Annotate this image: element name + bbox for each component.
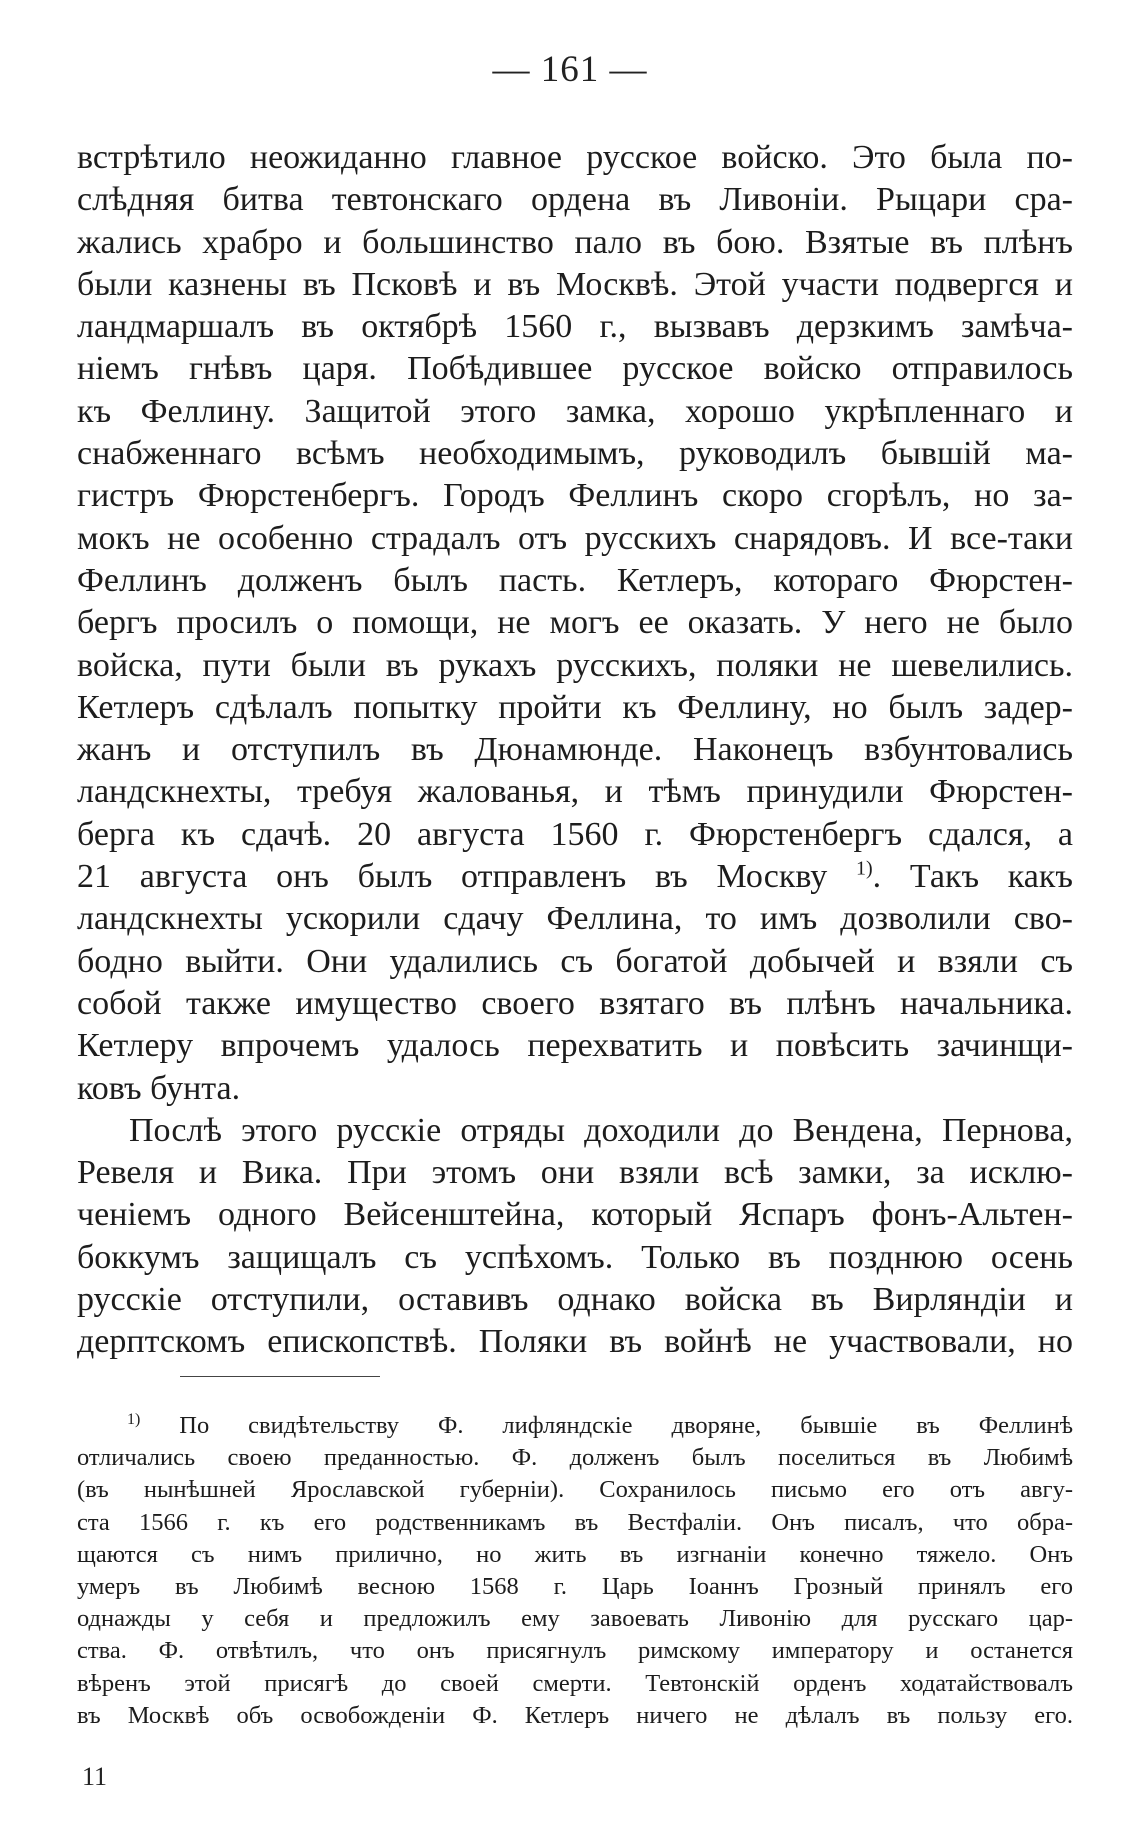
footnote-line: (въ нынѣшней Ярославской губерніи). Сохранилось письмо его отъ авгу-	[77, 1476, 1073, 1504]
footnotes	[77, 1410, 1073, 1732]
text-line: русскіе отступили, оставивъ однако войска въ Вирляндіи и	[77, 1281, 1073, 1319]
main-text	[77, 137, 1073, 1364]
footnote-text: По свидѣтельству Ф. лифляндскіе дворяне, бывшіе въ Феллинѣ	[179, 1412, 1073, 1439]
text-fragment: . Такъ какъ	[872, 858, 1073, 896]
text-line: къ Феллину. Защитой этого замка, хорошо укрѣпленнаго и	[77, 392, 1073, 430]
text-line: встрѣтило неожиданно главное русское войско. Это была по-	[77, 139, 1073, 176]
footnote-line: отличались своею преданностью. Ф. долженъ былъ поселиться въ Любимѣ	[77, 1444, 1073, 1472]
text-line: ландмаршалъ въ октябрѣ 1560 г., вызвавъ дерзкимъ замѣча-	[77, 308, 1073, 346]
text-line: бергъ просилъ о помощи, не могъ ее оказать. У него не было	[77, 604, 1073, 642]
text-line: боккумъ защищалъ съ успѣхомъ. Только въ позднюю осень	[77, 1238, 1073, 1276]
text-line: берга къ сдачѣ. 20 августа 1560 г. Фюрстенбергъ сдался, а	[77, 815, 1073, 853]
text-line: собой также имущество своего взятаго въ плѣнъ начальника.	[77, 984, 1073, 1022]
footnote-line: вѣренъ этой присягѣ до своей смерти. Тевтонскій орденъ ходатайствовалъ	[77, 1669, 1073, 1697]
text-fragment: 21 августа онъ былъ отправленъ въ Москву	[77, 858, 828, 896]
text-line: ландскнехты, требуя жалованья, и тѣмъ принудили Фюрстен-	[77, 773, 1073, 811]
text-line: снабженнаго всѣмъ необходимымъ, руководилъ бывшій ма-	[77, 435, 1073, 473]
text-line: ковъ бунта.	[77, 1069, 241, 1107]
footnote-reference[interactable]: 1)	[856, 857, 873, 880]
paragraph-start-line: Послѣ этого русскіе отряды доходили до Вендена, Пернова,	[129, 1111, 1073, 1149]
text-line: войска, пути были въ рукахъ русскихъ, поляки не шевелились.	[77, 646, 1073, 684]
text-line-with-footnote-ref	[77, 856, 1073, 898]
printer-signature-mark: 11	[82, 1762, 108, 1791]
text-line: бодно выйти. Они удалились съ богатой добычей и взяли съ	[77, 942, 1073, 980]
page-number: — 161 —	[492, 49, 648, 90]
text-line: жанъ и отступилъ въ Дюнамюнде. Наконецъ взбунтовались	[77, 731, 1073, 769]
footnote-divider	[180, 1376, 380, 1377]
text-line: Кетлеру впрочемъ удалось перехватить и повѣсить зачинщи-	[77, 1027, 1073, 1065]
text-line: Феллинъ долженъ былъ пасть. Кетлеръ, котораго Фюрстен-	[77, 561, 1073, 599]
footnote-line: щаются съ нимъ прилично, но жить въ изгнаніи конечно тяжело. Онъ	[77, 1540, 1073, 1568]
footnote-line: ста 1566 г. къ его родственникамъ въ Вестфаліи. Онъ писалъ, что обра-	[77, 1508, 1073, 1536]
footnote-line: однажды у себя и предложилъ ему завоевать Ливонію для русскаго цар-	[77, 1605, 1073, 1633]
text-line: были казнены въ Псковѣ и въ Москвѣ. Этой участи подвергся и	[77, 265, 1073, 303]
text-line: дерптскомъ епископствѣ. Поляки въ войнѣ не участвовали, но	[77, 1323, 1073, 1361]
text-line: Ревеля и Вика. При этомъ они взяли всѣ замки, за исклю-	[77, 1154, 1073, 1192]
footnote-marker: 1)	[127, 1410, 141, 1428]
text-line: жались храбро и большинство пало въ бою. Взятые въ плѣнъ	[77, 223, 1073, 261]
footnote-line: умеръ въ Любимѣ весною 1568 г. Царь Іоаннъ Грозный принялъ его	[77, 1572, 1073, 1600]
text-line: ченіемъ одного Вейсенштейна, который Яспаръ фонъ-Альтен-	[77, 1196, 1073, 1234]
text-line: слѣдняя битва тевтонскаго ордена въ Ливоніи. Рыцари сра-	[77, 181, 1073, 219]
footnote-line: въ Москвѣ объ освобожденіи Ф. Кетлеръ ничего не дѣлалъ въ пользу его.	[77, 1701, 1073, 1729]
text-line: ландскнехты ускорили сдачу Феллина, то имъ дозволили сво-	[77, 900, 1073, 938]
footnote-first-line	[77, 1410, 1073, 1442]
text-line: ніемъ гнѣвъ царя. Побѣдившее русское войско отправилось	[77, 350, 1073, 388]
footnote-line: ства. Ф. отвѣтилъ, что онъ присягнулъ римскому императору и останется	[77, 1637, 1073, 1665]
text-line: гистръ Фюрстенбергъ. Городъ Феллинъ скоро сгорѣлъ, но за-	[77, 477, 1073, 515]
text-line: Кетлеръ сдѣлалъ попытку пройти къ Феллину, но былъ задер-	[77, 688, 1073, 726]
text-line: мокъ не особенно страдалъ отъ русскихъ снарядовъ. И все-таки	[77, 519, 1073, 557]
